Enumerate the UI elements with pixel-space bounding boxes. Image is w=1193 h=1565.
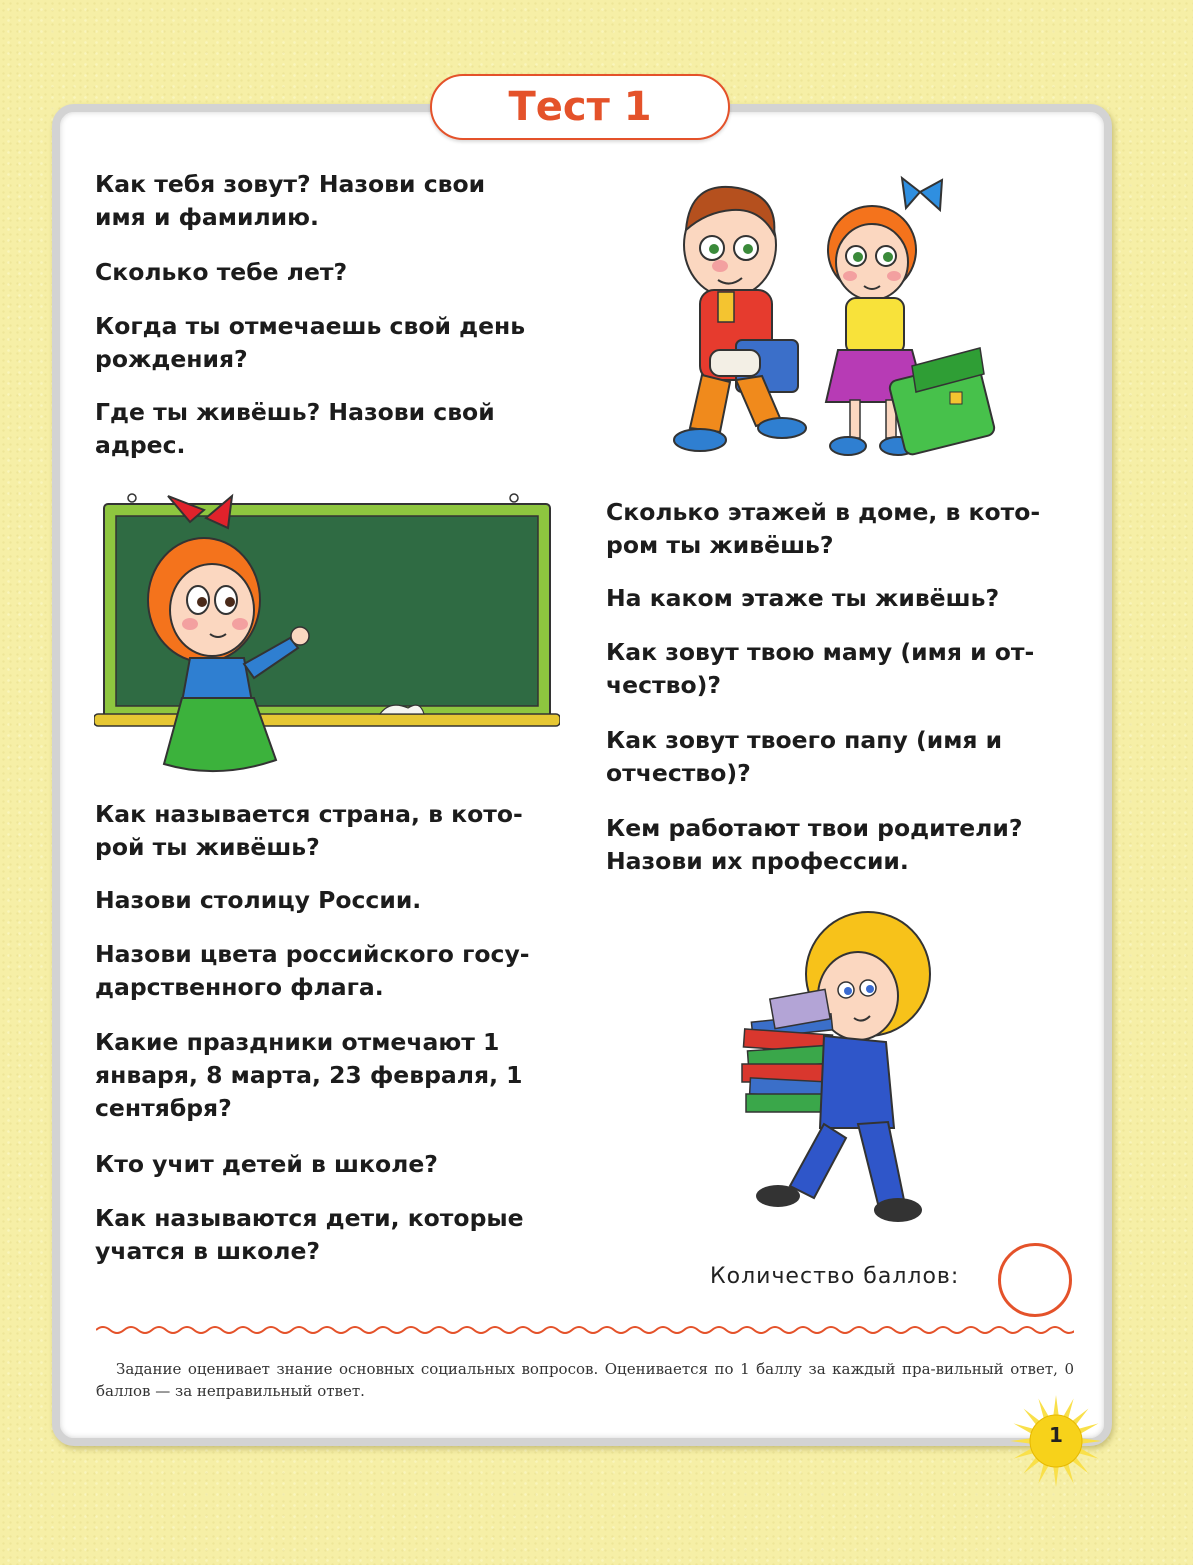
page-number: 1	[1049, 1423, 1063, 1447]
question-age: Сколько тебе лет?	[95, 258, 348, 286]
wavy-divider	[96, 1324, 1074, 1336]
title-pill	[430, 74, 730, 140]
sun-ray	[1053, 1465, 1059, 1487]
score-label: Количество баллов:	[710, 1264, 960, 1289]
question-father: Как зовут твоего папу (имя и отчество)?	[606, 726, 1003, 787]
chalkboard-illustration	[94, 488, 560, 778]
score-input-circle[interactable]	[998, 1243, 1072, 1317]
boy-figure	[674, 187, 806, 451]
question-parents-jobs: Кем работают твои родители? Назови их профессии.	[606, 814, 1023, 875]
question-flag-colors: Назови цвета российского госу-дарственного флага.	[95, 940, 530, 1001]
sun-ray	[1080, 1438, 1102, 1444]
question-which-floor: На каком этаже ты живёшь?	[606, 584, 1000, 612]
boy-with-books-illustration	[728, 906, 958, 1236]
question-floors: Сколько этажей в доме, в кото-ром ты живёшь?	[606, 498, 1041, 559]
girl-figure	[826, 178, 996, 456]
footnote: Задание оценивает знание основных социальных вопросов. Оценивается по 1 баллу за каждый пра-вильный ответ, 0 баллов — за неправильный ответ.	[96, 1360, 1074, 1400]
question-country: Как называется страна, в кото-рой ты живёшь?	[95, 800, 523, 861]
question-teacher: Кто учит детей в школе?	[95, 1150, 438, 1178]
question-pupils: Как называются дети, которые учатся в школе?	[95, 1204, 524, 1265]
question-address: Где ты живёшь? Назови свой адрес.	[95, 398, 495, 459]
question-name: Как тебя зовут? Назови свои имя и фамилию.	[95, 170, 486, 231]
question-birthday: Когда ты отмечаешь свой день рождения?	[95, 312, 526, 373]
children-walking-illustration	[650, 170, 1000, 470]
sun-ray	[1010, 1438, 1032, 1444]
question-capital: Назови столицу России.	[95, 886, 422, 914]
sun-ray	[1053, 1395, 1059, 1417]
question-holidays: Какие праздники отмечают 1 января, 8 марта, 23 февраля, 1 сентября?	[95, 1028, 523, 1122]
question-mother: Как зовут твою маму (имя и от-чество)?	[606, 638, 1035, 699]
page-title: Тест 1	[508, 84, 652, 130]
